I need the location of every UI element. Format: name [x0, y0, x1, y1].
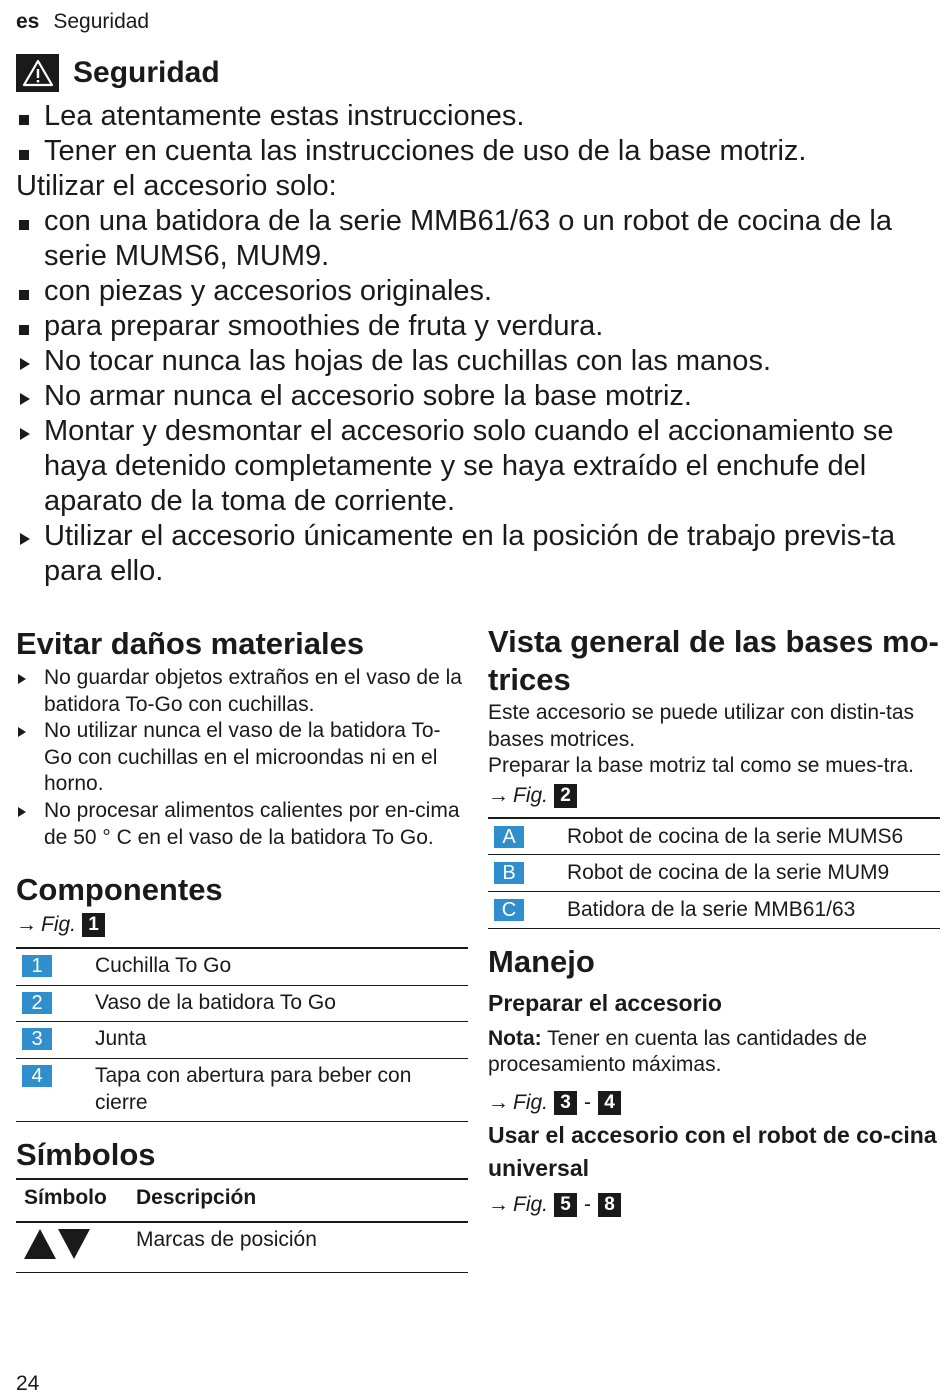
damage-item: No guardar objetos extraños en el vaso de la batidora To-Go con cuchillas. [16, 665, 468, 718]
bases-table [488, 817, 940, 929]
page-header [16, 10, 149, 34]
table-row [488, 891, 940, 928]
overview-heading: Vista general de las bases mo-trices [488, 624, 939, 697]
components-heading: Componentes [16, 872, 223, 908]
component-label: Vaso de la batidora To Go [95, 990, 336, 1014]
safety-item: con una batidora de la serie MMB61/63 o un robot de cocina de la serie MUMS6, MUM9. [16, 204, 941, 274]
title-row [16, 53, 220, 93]
triangle-bullet-icon [16, 414, 42, 449]
components-table [16, 947, 468, 1122]
column-header-description: Descripción [136, 1179, 468, 1222]
figure-reference: → Fig. 5 - 8 [488, 1191, 940, 1219]
figure-number: 1 [82, 913, 105, 937]
figure-reference: → Fig. 3 - 4 [488, 1089, 940, 1117]
triangle-bullet-icon [16, 718, 26, 745]
overview-paragraph: Preparar la base motriz tal como se mues-tra. [488, 754, 914, 778]
prepare-heading: Preparar el accesorio [488, 989, 722, 1016]
figure-number: 2 [554, 784, 577, 808]
base-label: Robot de cocina de la serie MUMS6 [567, 824, 904, 848]
square-bullet-icon [16, 99, 42, 134]
table-row [16, 948, 468, 985]
figure-number: 5 [554, 1193, 577, 1217]
safety-item: con piezas y accesorios originales. [16, 274, 941, 309]
note-paragraph [488, 1026, 940, 1079]
table-row [488, 855, 940, 892]
column-header-symbol: Símbolo [16, 1179, 136, 1222]
component-key: 3 [22, 1028, 52, 1050]
table-row [16, 1222, 468, 1273]
component-key: 2 [22, 992, 52, 1014]
page-number: 24 [16, 1372, 40, 1395]
damage-item: No procesar alimentos calientes por en-cima de 50 ° C en el vaso de la batidora To Go. [16, 798, 468, 851]
note-label: Nota: [488, 1026, 542, 1050]
symbols-heading: Símbolos [16, 1137, 156, 1173]
right-column [488, 623, 940, 1219]
safety-list [16, 99, 941, 589]
figure-number: 3 [554, 1091, 577, 1115]
figure-number: 8 [598, 1193, 621, 1217]
handling-heading: Manejo [488, 943, 595, 979]
page-title: Seguridad [73, 56, 220, 89]
arrow-icon: → [488, 1192, 509, 1216]
symbols-table [16, 1178, 468, 1273]
triangle-bullet-icon [16, 519, 42, 554]
damage-item: No utilizar nunca el vaso de la batidora To-Go con cuchillas en el microondas ni en el horno. [16, 718, 468, 798]
safety-item: para preparar smoothies de fruta y verdura. [16, 309, 941, 344]
table-row [16, 985, 468, 1022]
language-code: es [16, 10, 40, 33]
table-row [488, 818, 940, 855]
safety-item: Tener en cuenta las instrucciones de uso de la base motriz. [16, 134, 941, 169]
component-label: Junta [95, 1027, 147, 1051]
overview-paragraph: Este accesorio se puede utilizar con distin-tas bases motrices. [488, 701, 915, 751]
safety-instruction: Utilizar el accesorio únicamente en la posición de trabajo previs-ta para ello. [16, 519, 941, 589]
symbol-description: Marcas de posición [136, 1222, 468, 1273]
safety-item: Lea atentamente estas instrucciones. [16, 99, 941, 134]
base-key: A [494, 826, 524, 848]
component-key: 1 [22, 955, 52, 977]
left-column [16, 625, 468, 1273]
square-bullet-icon [16, 274, 42, 309]
arrow-icon: → [16, 913, 37, 937]
figure-reference: → Fig. 2 [488, 782, 940, 810]
warning-icon [16, 54, 59, 92]
damage-heading: Evitar daños materiales [16, 626, 365, 661]
triangle-bullet-icon [16, 379, 42, 414]
base-label: Batidora de la serie MMB61/63 [567, 897, 856, 921]
position-marks-icon [16, 1222, 136, 1273]
safety-instruction: No tocar nunca las hojas de las cuchillas con las manos. [16, 344, 941, 379]
component-key: 4 [22, 1065, 52, 1087]
safety-instruction: No armar nunca el accesorio sobre la base motriz. [16, 379, 941, 414]
use-heading: Usar el accesorio con el robot de co-cina universal [488, 1121, 937, 1181]
note-text: Tener en cuenta las cantidades de procesamiento máximas. [488, 1026, 868, 1077]
safety-intro: Utilizar el accesorio solo: [16, 170, 337, 202]
base-label: Robot de cocina de la serie MUM9 [567, 861, 890, 885]
triangle-bullet-icon [16, 344, 42, 379]
safety-instruction: Montar y desmontar el accesorio solo cuando el accionamiento se haya detenido completamente y se haya extraído el enchufe del aparato de la toma de corriente. [16, 414, 941, 519]
component-label: Tapa con abertura para beber con cierre [95, 1063, 412, 1114]
base-key: C [494, 899, 524, 921]
figure-number: 4 [598, 1091, 621, 1115]
base-key: B [494, 862, 524, 884]
figure-reference: → Fig. 1 [16, 911, 468, 939]
square-bullet-icon [16, 204, 42, 239]
table-row [16, 1022, 468, 1059]
square-bullet-icon [16, 309, 42, 344]
arrow-icon: → [488, 783, 509, 807]
component-label: Cuchilla To Go [95, 954, 232, 978]
damage-list [16, 665, 468, 851]
table-row [16, 1058, 468, 1121]
triangle-bullet-icon [16, 665, 26, 692]
triangle-bullet-icon [16, 798, 26, 825]
arrow-icon: → [488, 1090, 509, 1114]
header-section: Seguridad [53, 10, 150, 33]
square-bullet-icon [16, 134, 42, 169]
table-header-row [16, 1179, 468, 1222]
